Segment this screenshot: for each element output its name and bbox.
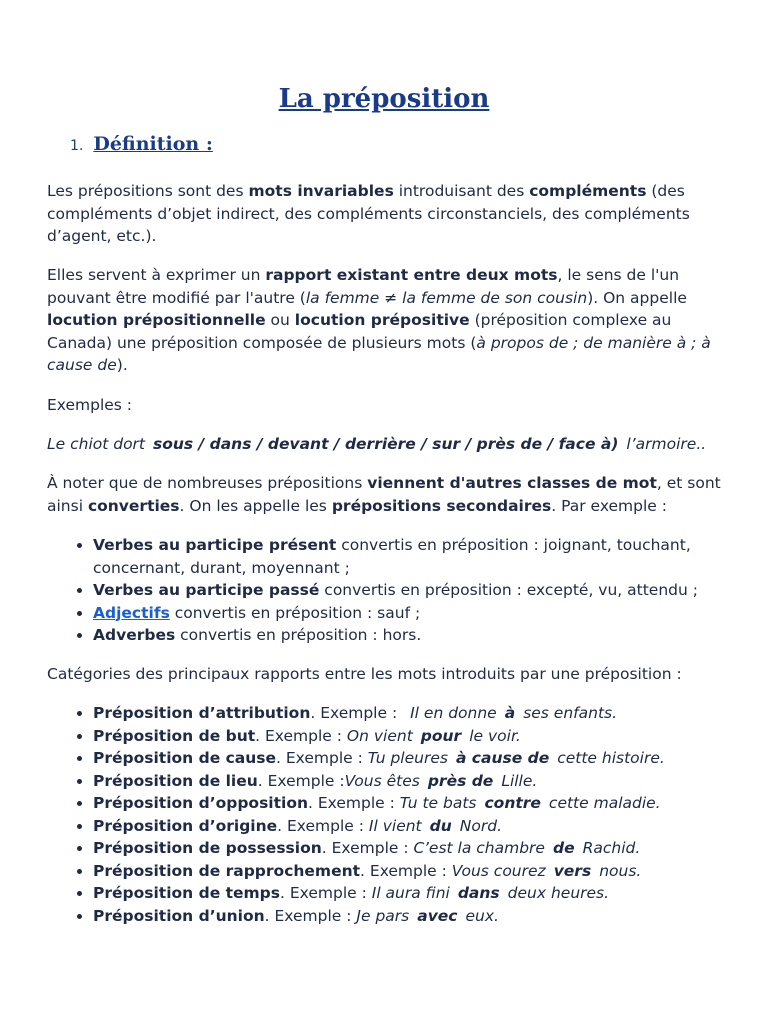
bold-term: viennent d'autres classes de mot xyxy=(367,474,657,492)
text: convertis en préposition : hors. xyxy=(175,626,422,644)
example-preposition: à cause de xyxy=(455,749,550,767)
secondary-paragraph xyxy=(47,472,737,517)
list-item xyxy=(93,725,768,748)
text: , le sens de l'un pouvant être modifié par l'autre ( xyxy=(47,266,680,307)
rapport-paragraph xyxy=(47,264,737,377)
list-item xyxy=(93,770,768,793)
example-pre: On vient xyxy=(346,726,413,745)
list-item xyxy=(93,860,768,883)
text: . Exemple : xyxy=(321,839,414,857)
text: . On les appelle les xyxy=(179,496,332,515)
bold-term: Préposition de lieu xyxy=(93,771,258,790)
text: . Exemple : xyxy=(276,749,368,767)
categories-list xyxy=(47,702,768,927)
bold-term: Préposition de temps xyxy=(93,884,280,902)
example-preposition: de xyxy=(552,839,575,857)
example-post: Rachid. xyxy=(582,839,641,857)
bold-term: locution prépositionnelle xyxy=(47,311,266,329)
bold-term: Préposition d’attribution xyxy=(93,704,311,722)
list-item xyxy=(93,702,768,725)
bold-term: Préposition de possession xyxy=(93,839,322,857)
list-item xyxy=(93,602,768,625)
adjectifs-link[interactable]: Adjectifs xyxy=(93,603,170,622)
bold-term: rapport existant entre deux mots xyxy=(265,266,558,284)
bold-term: Adverbes xyxy=(93,626,176,644)
bold-term: prépositions secondaires xyxy=(331,496,552,515)
text: (préposition complexe au Canada) une préposition composée de plusieurs mots ( xyxy=(47,311,672,352)
definition-paragraph xyxy=(47,180,737,248)
text: Les prépositions sont des xyxy=(47,182,249,200)
example-pre: Tu pleures xyxy=(367,749,448,767)
text: . Exemple : xyxy=(280,884,372,902)
example-preposition: avec xyxy=(417,906,458,925)
example-pre: Vous courez xyxy=(451,861,546,880)
list-item xyxy=(93,747,768,770)
example-preposition: à xyxy=(504,704,516,722)
bold-term: Verbes au participe passé xyxy=(93,581,320,599)
example-post: Nord. xyxy=(459,816,502,835)
example-post: ses enfants. xyxy=(523,704,618,722)
list-item xyxy=(93,579,768,602)
example-post: cette maladie. xyxy=(548,794,661,812)
text: . Exemple : xyxy=(264,906,357,925)
text: ou xyxy=(265,311,295,329)
section-label: Définition : xyxy=(93,133,213,155)
example-pre: Tu te bats xyxy=(399,794,477,812)
categories-intro: Catégories des principaux rapports entre les mots introduits par une préposition : xyxy=(47,665,682,683)
page-title: La préposition xyxy=(278,84,490,114)
example-pre: Il vient xyxy=(368,816,422,835)
bold-term: Préposition d’union xyxy=(93,906,265,925)
section-heading-definition xyxy=(70,133,213,155)
text: . Exemple : xyxy=(360,861,452,880)
bold-term: Préposition de cause xyxy=(93,749,277,767)
examples-label: Exemples : xyxy=(47,396,133,414)
example-sentence xyxy=(47,433,737,456)
bold-term: Préposition de but xyxy=(93,726,256,745)
list-item xyxy=(93,792,768,815)
example-pre: Je pars xyxy=(356,906,410,925)
bold-term: compléments xyxy=(529,182,647,200)
list-item xyxy=(93,815,768,838)
bold-term: Préposition d’opposition xyxy=(93,794,309,812)
bold-term: locution prépositive xyxy=(294,311,470,329)
list-item xyxy=(93,905,768,928)
example-preposition: vers xyxy=(553,861,592,880)
text: convertis en préposition : excepté, vu, attendu ; xyxy=(319,581,698,599)
bold-term: mots invariables xyxy=(248,182,394,200)
text: , et sont ainsi xyxy=(47,474,721,515)
example-pre: Il aura fini xyxy=(371,884,450,902)
example-preposition: dans xyxy=(457,884,500,902)
bold-term: converties xyxy=(87,496,180,515)
example-preposition: du xyxy=(429,816,452,835)
bold-term: Préposition d’origine xyxy=(93,816,278,835)
list-item xyxy=(93,837,768,860)
section-number: 1. xyxy=(70,138,84,154)
example-pre: Le chiot dort xyxy=(47,435,146,453)
bold-term: Verbes au participe présent xyxy=(93,536,337,554)
text: ). xyxy=(116,356,128,374)
text: Elles servent à exprimer un xyxy=(47,266,266,284)
example-post: Lille. xyxy=(501,771,538,790)
example-post: le voir. xyxy=(469,726,521,745)
example-prepositions: sous / dans / devant / derrière / sur / près de / face à) xyxy=(153,435,619,453)
example-preposition: contre xyxy=(484,794,541,812)
text: . Exemple : xyxy=(310,704,403,722)
example-post: cette histoire. xyxy=(557,749,665,767)
example-post: nous. xyxy=(599,861,642,880)
text: . Par exemple : xyxy=(551,496,667,515)
example-post: eux. xyxy=(465,906,499,925)
text: . Exemple : xyxy=(308,794,400,812)
example-preposition: pour xyxy=(420,726,462,745)
text: (des compléments d’objet indirect, des compléments circonstanciels, des compléments d’agent, etc.). xyxy=(47,182,690,245)
italic-example: la femme ≠ la femme de son cousin xyxy=(305,288,588,307)
text: convertis en préposition : sauf ; xyxy=(169,603,421,622)
bold-term: Préposition de rapprochement xyxy=(93,861,361,880)
text: introduisant des xyxy=(393,182,530,200)
list-item xyxy=(93,624,768,647)
list-item xyxy=(93,882,768,905)
example-pre: Il en donne xyxy=(410,704,497,722)
text: . Exemple : xyxy=(277,816,369,835)
example-pre: C’est la chambre xyxy=(413,839,545,857)
text: À noter que de nombreuses prépositions xyxy=(47,474,368,492)
example-post: deux heures. xyxy=(507,884,610,902)
text: . Exemple : xyxy=(255,726,347,745)
text: ). On appelle xyxy=(587,288,687,307)
text: convertis en préposition : joignant, touchant, concernant, durant, moyennant ; xyxy=(93,536,691,577)
example-pre: Vous êtes xyxy=(344,771,420,790)
example-post: l’armoire.. xyxy=(626,435,707,453)
secondary-list xyxy=(47,534,768,647)
list-item xyxy=(93,534,768,579)
italic-example: à propos de ; de manière à ; à cause de xyxy=(47,333,711,374)
example-preposition: près de xyxy=(427,771,494,790)
text: . Exemple : xyxy=(257,771,345,790)
